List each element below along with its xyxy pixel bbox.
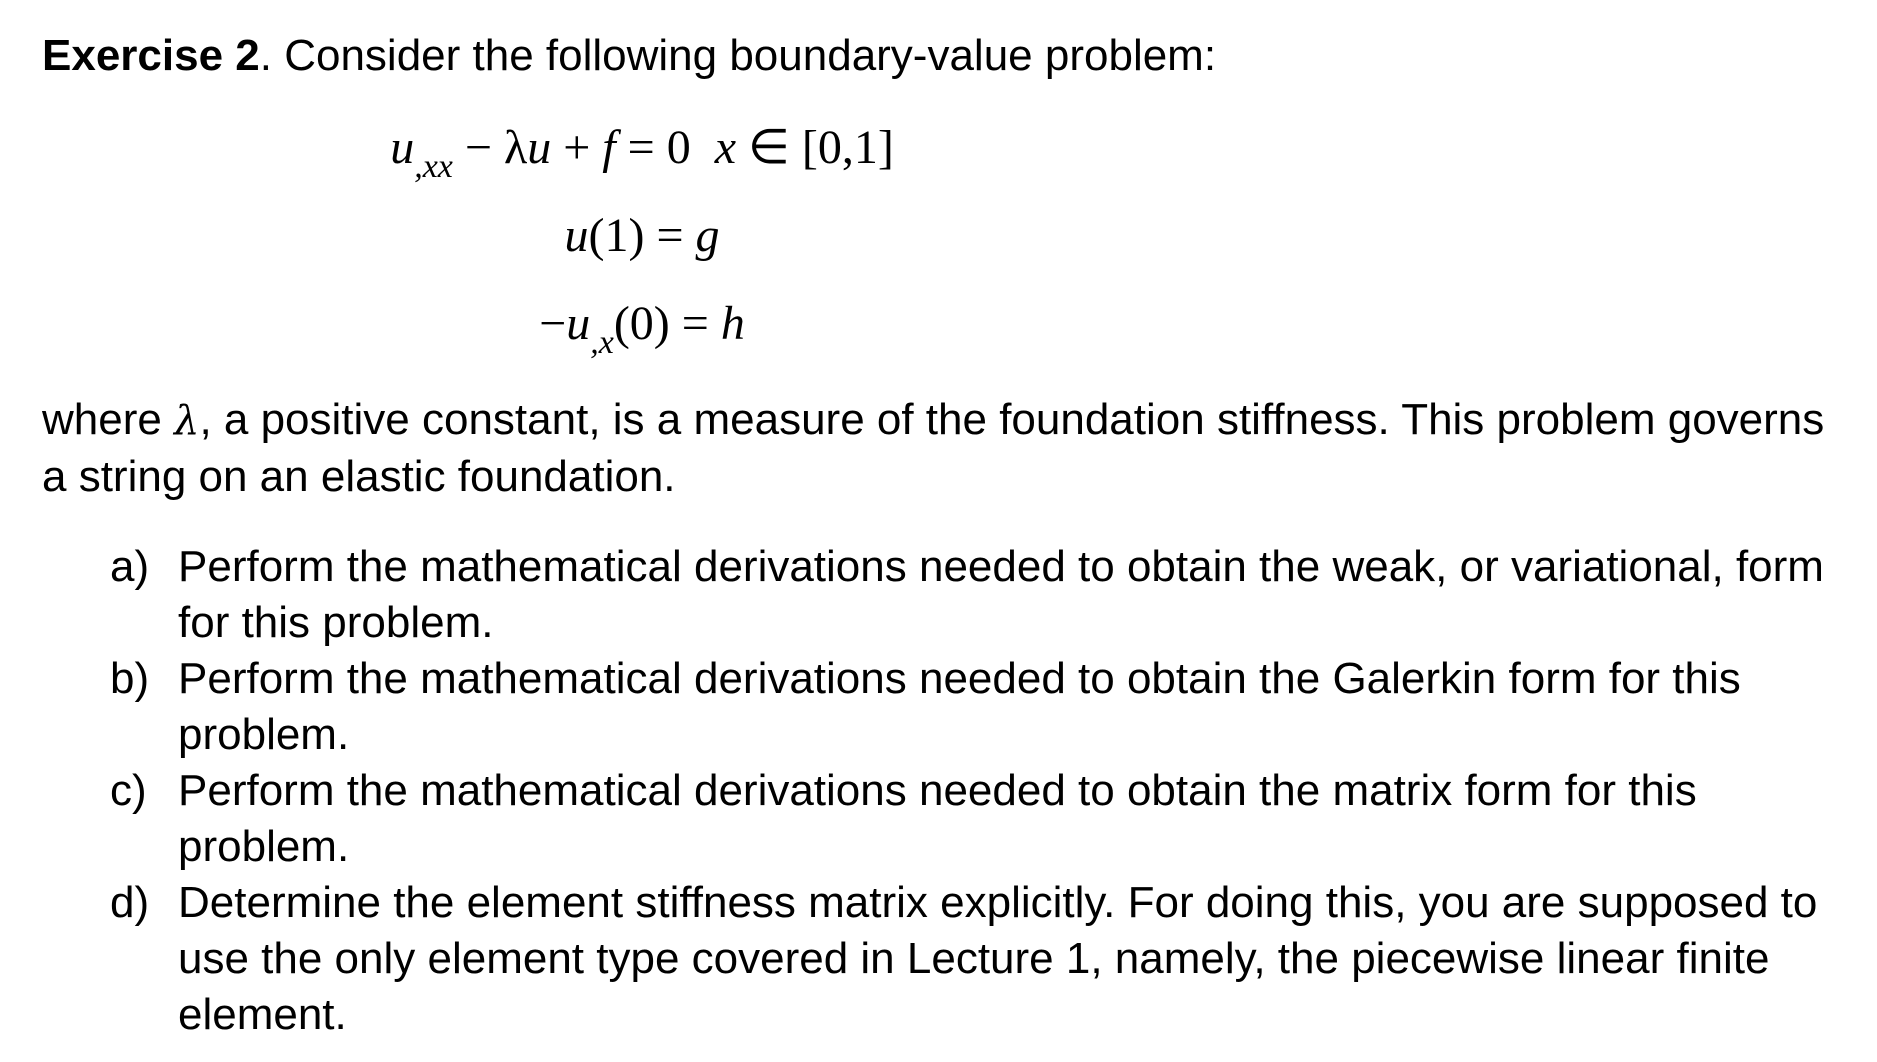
eq3-minus: − xyxy=(539,297,567,350)
eq1-u2: u xyxy=(527,121,552,174)
eq1-plus: + xyxy=(551,121,603,174)
eq1-f: f xyxy=(602,121,616,174)
task-item-b xyxy=(42,651,1832,763)
eq3-h: h xyxy=(720,297,745,350)
exercise-heading xyxy=(42,28,1832,84)
task-item-c xyxy=(42,763,1832,875)
exercise-label: Exercise 2 xyxy=(42,31,260,80)
eq3-subscript: ,x xyxy=(590,324,614,361)
eq1-minus-lambda: − λ xyxy=(452,121,528,174)
exercise-intro-text: . Consider the following boundary-value problem: xyxy=(259,31,1217,80)
description-paragraph xyxy=(42,392,1832,505)
task-marker: d) xyxy=(110,878,150,927)
equation-governing xyxy=(42,120,1242,185)
task-text: Perform the mathematical derivations needed to obtain the Galerkin form for this problem. xyxy=(178,654,1741,759)
task-text: Perform the mathematical derivations needed to obtain the matrix form for this problem. xyxy=(178,766,1697,871)
para-where: where xyxy=(42,395,175,444)
task-item-d xyxy=(42,875,1832,1043)
task-item-a xyxy=(42,539,1832,651)
task-marker: a) xyxy=(110,542,150,591)
equation-dirichlet-bc xyxy=(42,208,1242,264)
equation-block xyxy=(42,84,1832,384)
equation-neumann-bc xyxy=(42,296,1242,361)
eq2-u: u xyxy=(564,209,589,262)
eq3-arg: (0) = xyxy=(613,297,721,350)
eq1-domain: ∈ [0,1] xyxy=(736,121,894,174)
task-marker: b) xyxy=(110,654,150,703)
eq1-x: x xyxy=(714,121,737,174)
task-list xyxy=(42,539,1832,1043)
eq2-arg: (1) = xyxy=(588,209,696,262)
task-marker: c) xyxy=(110,766,147,815)
eq1-subscript: ,xx xyxy=(414,148,453,185)
para-text: , a positive constant, is a measure of the foundation stiffness. This problem governs a string on an elastic foundation. xyxy=(42,395,1825,501)
task-text: Determine the element stiffness matrix explicitly. For doing this, you are supposed to use the only element type covered in Lecture 1, namely, the piecewise linear finite element. xyxy=(178,878,1818,1039)
eq2-g: g xyxy=(695,209,720,262)
eq3-u: u xyxy=(566,297,591,350)
eq1-equals-zero: = 0 xyxy=(615,121,691,174)
para-lambda-symbol: λ xyxy=(174,398,200,444)
task-text: Perform the mathematical derivations needed to obtain the weak, or variational, form for this problem. xyxy=(178,542,1824,647)
exercise-document xyxy=(42,28,1832,1043)
eq1-u: u xyxy=(390,121,415,174)
